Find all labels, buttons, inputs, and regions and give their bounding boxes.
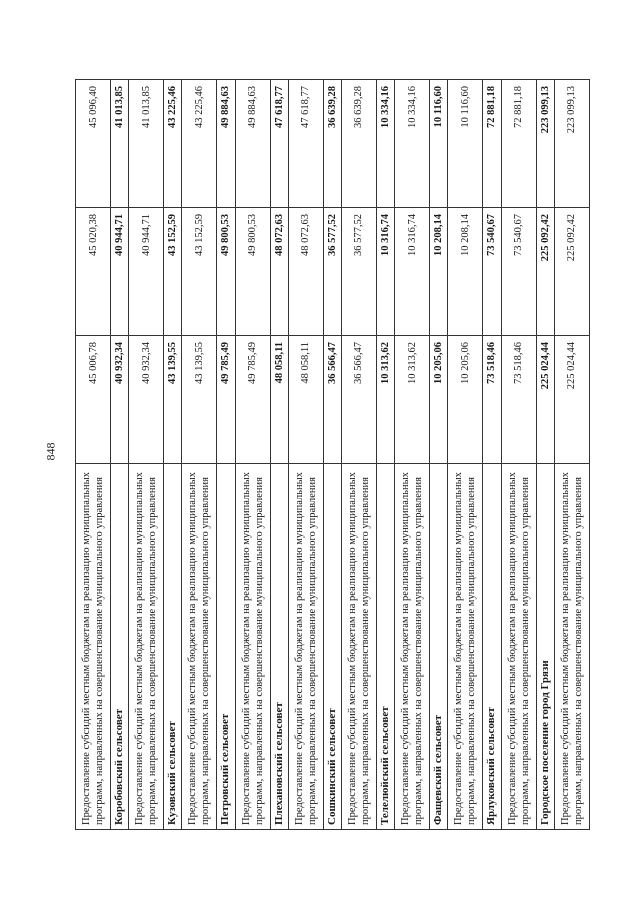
row-name-cell: Фащевский сельсовет [430, 464, 448, 830]
table-row-section [323, 80, 341, 830]
row-value-2-cell: 36 577,52 [323, 208, 341, 336]
table-row-section [270, 80, 288, 830]
row-value-2-cell: 45 020,38 [76, 208, 111, 336]
row-value-1-cell: 36 566,47 [341, 336, 376, 464]
table-row-section [430, 80, 448, 830]
row-value-2-cell: 10 316,74 [376, 208, 394, 336]
row-name-cell: Предоставление субсидий местным бюджетам на реализацию муниципальных программ, направленных на совершенствование муниципального управления [129, 464, 164, 830]
row-value-2-cell: 10 208,14 [430, 208, 448, 336]
table-row [182, 80, 217, 830]
row-value-1-cell: 48 058,11 [270, 336, 288, 464]
row-value-3-cell: 10 334,16 [376, 80, 394, 208]
row-value-2-cell: 48 072,63 [288, 208, 323, 336]
row-name-cell: Предоставление субсидий местным бюджетам на реализацию муниципальных программ, направленных на совершенствование муниципального управления [341, 464, 376, 830]
row-value-1-cell: 43 139,55 [164, 336, 182, 464]
page-number: 848 [43, 442, 58, 461]
row-name-cell: Предоставление субсидий местным бюджетам на реализацию муниципальных программ, направленных на совершенствование муниципального управления [395, 464, 430, 830]
row-value-3-cell: 10 116,60 [448, 80, 483, 208]
row-value-3-cell: 36 639,28 [323, 80, 341, 208]
table-row [235, 80, 270, 830]
table-row-section [217, 80, 235, 830]
row-value-3-cell: 49 884,63 [235, 80, 270, 208]
row-value-3-cell: 223 099,13 [554, 80, 589, 208]
row-value-1-cell: 48 058,11 [288, 336, 323, 464]
row-name-cell: Телелюйский сельсовет [376, 464, 394, 830]
row-name-cell: Городское поселение город Грязи [536, 464, 554, 830]
table-row [395, 80, 430, 830]
row-value-2-cell: 43 152,59 [164, 208, 182, 336]
row-value-2-cell: 48 072,63 [270, 208, 288, 336]
row-name-cell: Предоставление субсидий местным бюджетам на реализацию муниципальных программ, направленных на совершенствование муниципального управления [448, 464, 483, 830]
row-value-1-cell: 10 205,06 [448, 336, 483, 464]
row-value-3-cell: 47 618,77 [270, 80, 288, 208]
row-value-2-cell: 225 092,42 [536, 208, 554, 336]
row-value-3-cell: 47 618,77 [288, 80, 323, 208]
row-value-2-cell: 49 800,53 [217, 208, 235, 336]
row-name-cell: Сошкинский сельсовет [323, 464, 341, 830]
row-name-cell: Плехановский сельсовет [270, 464, 288, 830]
row-value-2-cell: 10 208,14 [448, 208, 483, 336]
row-value-1-cell: 10 313,62 [376, 336, 394, 464]
table-row [554, 80, 589, 830]
budget-table [75, 79, 590, 830]
row-value-1-cell: 36 566,47 [323, 336, 341, 464]
table-row [129, 80, 164, 830]
table-row [76, 80, 111, 830]
row-value-1-cell: 73 518,46 [483, 336, 501, 464]
row-name-cell: Кузовский сельсовет [164, 464, 182, 830]
row-value-1-cell: 73 518,46 [501, 336, 536, 464]
table-row [288, 80, 323, 830]
row-value-2-cell: 225 092,42 [554, 208, 589, 336]
row-value-1-cell: 40 932,34 [111, 336, 129, 464]
table-row-section [164, 80, 182, 830]
row-value-3-cell: 41 013,85 [129, 80, 164, 208]
row-value-1-cell: 49 785,49 [235, 336, 270, 464]
row-value-2-cell: 43 152,59 [182, 208, 217, 336]
row-value-3-cell: 43 225,46 [164, 80, 182, 208]
rotated-page [75, 80, 590, 830]
row-value-3-cell: 10 116,60 [430, 80, 448, 208]
row-name-cell: Коробовский сельсовет [111, 464, 129, 830]
row-value-2-cell: 49 800,53 [235, 208, 270, 336]
row-value-2-cell: 10 316,74 [395, 208, 430, 336]
row-value-3-cell: 72 881,18 [483, 80, 501, 208]
table-row-section [536, 80, 554, 830]
row-value-1-cell: 43 139,55 [182, 336, 217, 464]
row-value-3-cell: 72 881,18 [501, 80, 536, 208]
row-name-cell: Предоставление субсидий местным бюджетам на реализацию муниципальных программ, направленных на совершенствование муниципального управления [554, 464, 589, 830]
row-name-cell: Предоставление субсидий местным бюджетам на реализацию муниципальных программ, направленных на совершенствование муниципального управления [235, 464, 270, 830]
row-value-1-cell: 45 006,78 [76, 336, 111, 464]
row-value-2-cell: 40 944,71 [111, 208, 129, 336]
row-name-cell: Предоставление субсидий местным бюджетам на реализацию муниципальных программ, направленных на совершенствование муниципального управления [501, 464, 536, 830]
row-value-3-cell: 36 639,28 [341, 80, 376, 208]
row-value-2-cell: 73 540,67 [501, 208, 536, 336]
row-value-1-cell: 49 785,49 [217, 336, 235, 464]
table-row-section [483, 80, 501, 830]
row-value-3-cell: 10 334,16 [395, 80, 430, 208]
row-value-2-cell: 73 540,67 [483, 208, 501, 336]
budget-table-body [76, 80, 590, 830]
row-name-cell: Предоставление субсидий местным бюджетам на реализацию муниципальных программ, направленных на совершенствование муниципального управления [76, 464, 111, 830]
table-row [448, 80, 483, 830]
row-value-3-cell: 223 099,13 [536, 80, 554, 208]
row-value-3-cell: 45 096,40 [76, 80, 111, 208]
row-value-1-cell: 225 024,44 [554, 336, 589, 464]
row-value-3-cell: 43 225,46 [182, 80, 217, 208]
row-value-1-cell: 10 313,62 [395, 336, 430, 464]
row-value-1-cell: 225 024,44 [536, 336, 554, 464]
table-row-section [111, 80, 129, 830]
row-name-cell: Предоставление субсидий местным бюджетам на реализацию муниципальных программ, направленных на совершенствование муниципального управления [182, 464, 217, 830]
row-value-1-cell: 10 205,06 [430, 336, 448, 464]
row-value-2-cell: 36 577,52 [341, 208, 376, 336]
table-row-section [376, 80, 394, 830]
row-value-1-cell: 40 932,34 [129, 336, 164, 464]
table-row [341, 80, 376, 830]
row-name-cell: Ярлуковский сельсовет [483, 464, 501, 830]
row-name-cell: Предоставление субсидий местным бюджетам на реализацию муниципальных программ, направленных на совершенствование муниципального управления [288, 464, 323, 830]
row-value-3-cell: 49 884,63 [217, 80, 235, 208]
table-row [501, 80, 536, 830]
row-name-cell: Петровский сельсовет [217, 464, 235, 830]
row-value-3-cell: 41 013,85 [111, 80, 129, 208]
row-value-2-cell: 40 944,71 [129, 208, 164, 336]
